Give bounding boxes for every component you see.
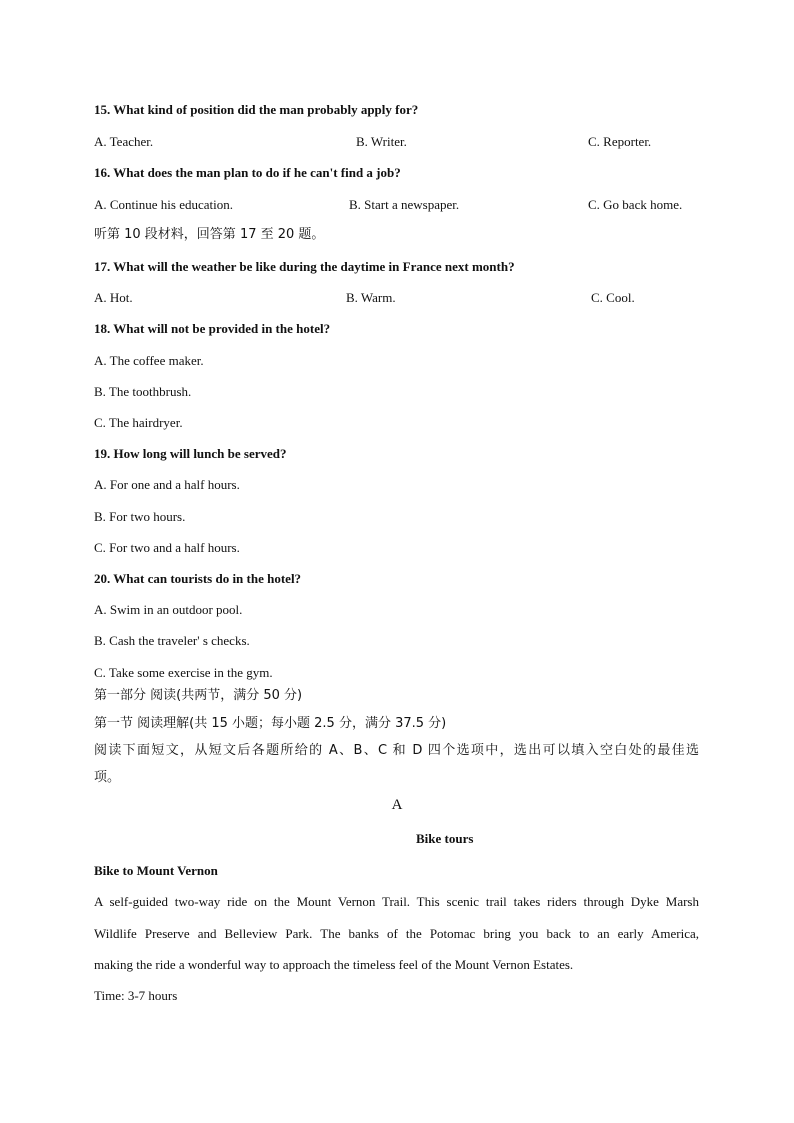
option-15c: C. Reporter. (588, 134, 652, 149)
option-18c: C. The hairdryer. (94, 415, 183, 430)
paragraph-line-2: Wildlife Preserve and Belleview Park. The banks of the Potomac bring you back to an early America, (94, 926, 699, 941)
question-16: 16. What does the man plan to do if he can't find a job? (94, 165, 401, 180)
reading-instruction-line-1: 阅读下面短文，从短文后各题所给的 A、B、C 和 D 四个选项中，选出可以填入空白处的最佳选 (94, 743, 699, 758)
paragraph-line-3: making the ride a wonderful way to approach the timeless feel of the Mount Vernon Estates. (94, 957, 574, 972)
option-20c: C. Take some exercise in the gym. (94, 665, 273, 680)
option-18a: A. The coffee maker. (94, 353, 204, 368)
question-17: 17. What will the weather be like during the daytime in France next month? (94, 259, 515, 274)
question-15: 15. What kind of position did the man probably apply for? (94, 102, 419, 117)
option-17c: C. Cool. (591, 290, 635, 305)
option-17a: A. Hot. (94, 290, 133, 305)
passage-letter: A (391, 797, 403, 813)
paragraph-line-1: A self-guided two-way ride on the Mount Vernon Trail. This scenic trail takes riders through Dyke Marsh (94, 894, 699, 909)
reading-instruction-line-2: 项。 (94, 770, 121, 785)
question-19: 19. How long will lunch be served? (94, 446, 287, 461)
option-15b: B. Writer. (356, 134, 407, 149)
question-18: 18. What will not be provided in the hotel? (94, 321, 331, 336)
listening-instruction: 听第 10 段材料，回答第 17 至 20 题。 (94, 227, 325, 242)
option-16c: C. Go back home. (588, 197, 683, 212)
option-20a: A. Swim in an outdoor pool. (94, 602, 243, 617)
option-20b: B. Cash the traveler' s checks. (94, 633, 250, 648)
option-19c: C. For two and a half hours. (94, 540, 240, 555)
option-19b: B. For two hours. (94, 509, 186, 524)
option-19a: A. For one and a half hours. (94, 477, 240, 492)
question-20: 20. What can tourists do in the hotel? (94, 571, 302, 586)
time-line: Time: 3-7 hours (94, 988, 178, 1003)
option-16a: A. Continue his education. (94, 197, 234, 212)
option-16b: B. Start a newspaper. (349, 197, 460, 212)
option-17b: B. Warm. (346, 290, 396, 305)
section-heading: 第一节 阅读理解(共 15 小题；每小题 2.5 分，满分 37.5 分) (94, 716, 447, 731)
passage-title: Bike tours (416, 831, 474, 846)
passage-subheading: Bike to Mount Vernon (94, 863, 218, 878)
option-18b: B. The toothbrush. (94, 384, 192, 399)
part-heading: 第一部分 阅读(共两节，满分 50 分) (94, 688, 303, 703)
option-15a: A. Teacher. (94, 134, 154, 149)
